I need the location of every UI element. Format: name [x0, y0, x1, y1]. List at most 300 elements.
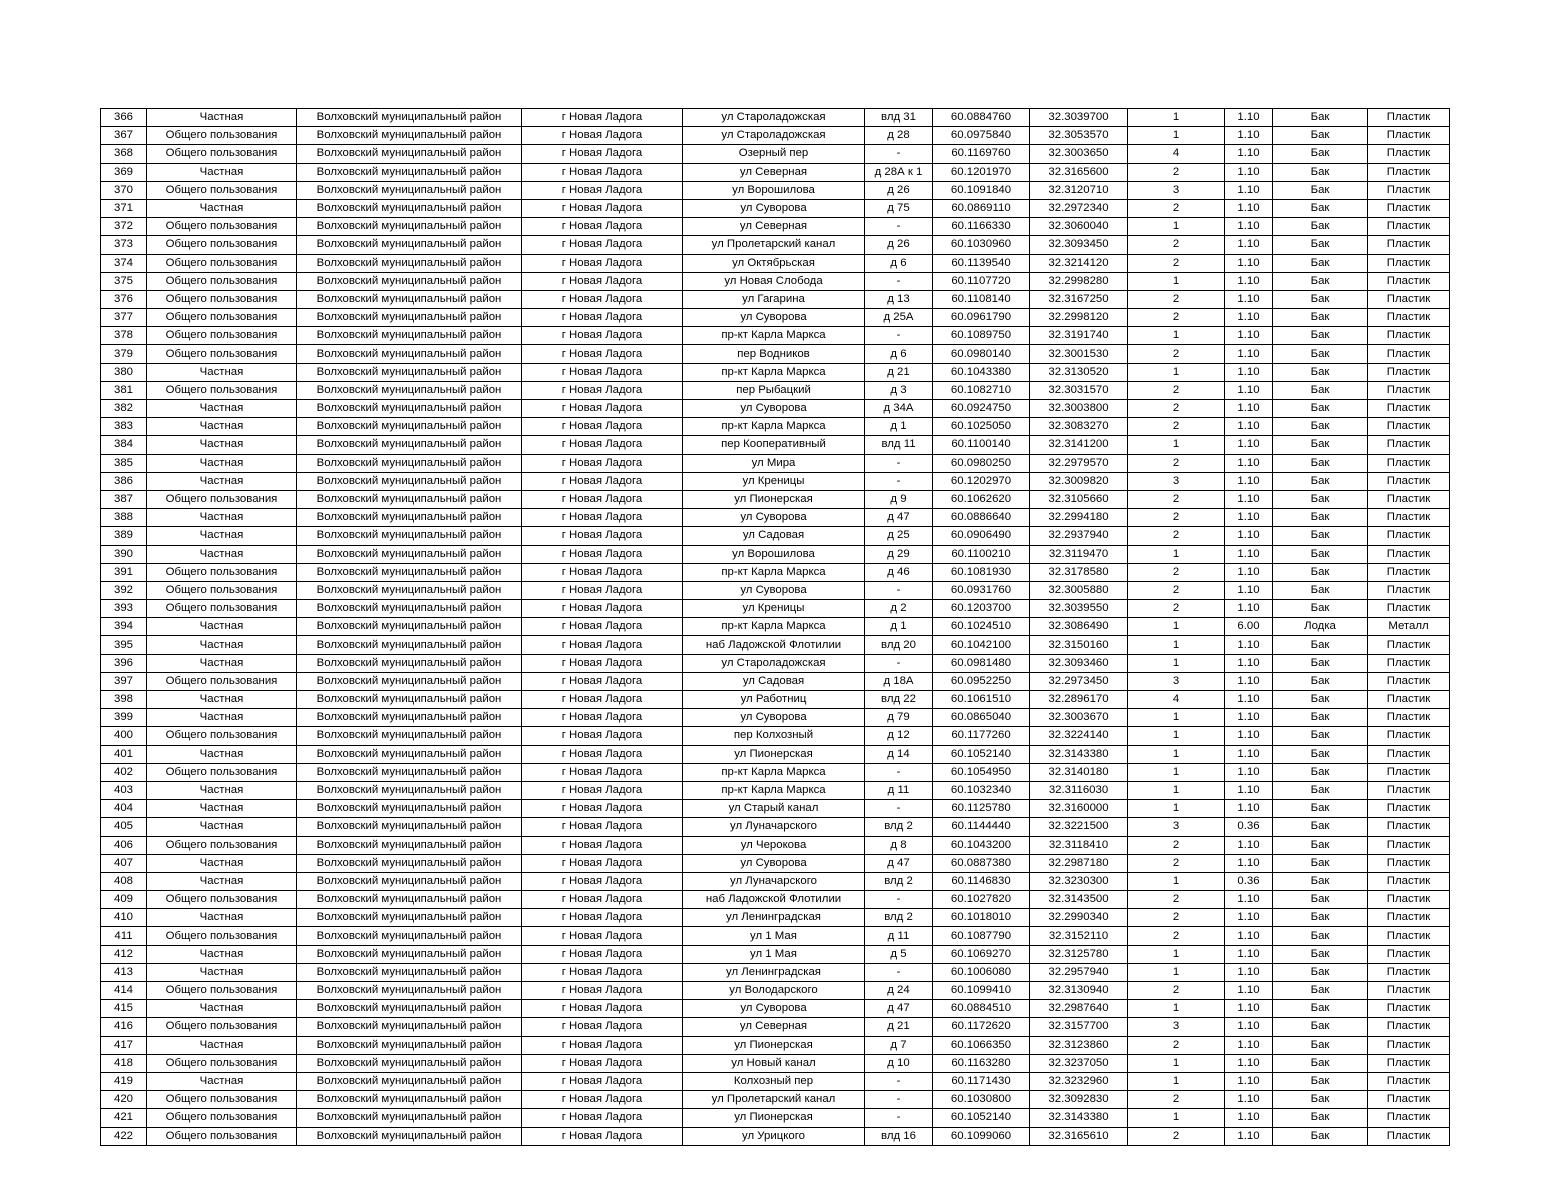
cell-settlement: г Новая Ладога: [522, 982, 683, 1000]
cell-longitude: 32.3165610: [1030, 1127, 1128, 1145]
cell-ownership-type: Общего пользования: [147, 672, 297, 690]
cell-container-type: Бак: [1273, 327, 1368, 345]
table-row: [101, 691, 1450, 709]
cell-ownership-type: Общего пользования: [147, 327, 297, 345]
cell-municipal-district: Волховский муниципальный район: [297, 363, 522, 381]
cell-container-volume: 1.10: [1225, 581, 1273, 599]
cell-row-number: 368: [101, 145, 147, 163]
cell-row-number: 380: [101, 363, 147, 381]
cell-container-count: 2: [1128, 854, 1225, 872]
table-row: [101, 709, 1450, 727]
cell-ownership-type: Частная: [147, 618, 297, 636]
cell-building-number: -: [865, 454, 933, 472]
cell-container-volume: 1.10: [1225, 272, 1273, 290]
cell-municipal-district: Волховский муниципальный район: [297, 800, 522, 818]
cell-latitude: 60.1025050: [933, 418, 1030, 436]
cell-settlement: г Новая Ладога: [522, 600, 683, 618]
cell-street: ул Октябрьская: [683, 254, 865, 272]
cell-container-volume: 0.36: [1225, 872, 1273, 890]
cell-container-type: Бак: [1273, 581, 1368, 599]
cell-street: ул Садовая: [683, 527, 865, 545]
cell-street: ул Креницы: [683, 472, 865, 490]
cell-container-volume: 1.10: [1225, 1054, 1273, 1072]
cell-container-type: Бак: [1273, 109, 1368, 127]
cell-ownership-type: Общего пользования: [147, 891, 297, 909]
cell-municipal-district: Волховский муниципальный район: [297, 145, 522, 163]
cell-container-volume: 1.10: [1225, 745, 1273, 763]
table-row: [101, 127, 1450, 145]
cell-row-number: 393: [101, 600, 147, 618]
cell-container-material: Пластик: [1368, 563, 1450, 581]
cell-latitude: 60.1032340: [933, 781, 1030, 799]
cell-building-number: -: [865, 472, 933, 490]
cell-container-material: Пластик: [1368, 181, 1450, 199]
cell-container-material: Пластик: [1368, 345, 1450, 363]
cell-row-number: 388: [101, 509, 147, 527]
cell-ownership-type: Частная: [147, 1072, 297, 1090]
cell-ownership-type: Частная: [147, 109, 297, 127]
cell-longitude: 32.2896170: [1030, 691, 1128, 709]
cell-settlement: г Новая Ладога: [522, 800, 683, 818]
cell-street: пер Кооперативный: [683, 436, 865, 454]
cell-row-number: 375: [101, 272, 147, 290]
cell-longitude: 32.3116030: [1030, 781, 1128, 799]
cell-container-count: 1: [1128, 363, 1225, 381]
cell-settlement: г Новая Ладога: [522, 945, 683, 963]
cell-settlement: г Новая Ладога: [522, 1127, 683, 1145]
cell-container-volume: 1.10: [1225, 800, 1273, 818]
cell-container-count: 2: [1128, 509, 1225, 527]
cell-building-number: д 26: [865, 236, 933, 254]
cell-container-type: Бак: [1273, 199, 1368, 217]
cell-container-count: 1: [1128, 109, 1225, 127]
cell-container-type: Бак: [1273, 454, 1368, 472]
cell-container-material: Пластик: [1368, 327, 1450, 345]
cell-longitude: 32.3178580: [1030, 563, 1128, 581]
cell-latitude: 60.1100210: [933, 545, 1030, 563]
cell-row-number: 407: [101, 854, 147, 872]
cell-ownership-type: Частная: [147, 418, 297, 436]
cell-latitude: 60.1146830: [933, 872, 1030, 890]
cell-settlement: г Новая Ладога: [522, 454, 683, 472]
cell-building-number: д 8: [865, 836, 933, 854]
cell-container-type: Бак: [1273, 709, 1368, 727]
table-row: [101, 945, 1450, 963]
table-row: [101, 963, 1450, 981]
table-row: [101, 727, 1450, 745]
table-row: [101, 1091, 1450, 1109]
cell-municipal-district: Волховский муниципальный район: [297, 836, 522, 854]
cell-container-volume: 1.10: [1225, 254, 1273, 272]
cell-container-volume: 1.10: [1225, 600, 1273, 618]
table-row: [101, 654, 1450, 672]
cell-container-count: 1: [1128, 218, 1225, 236]
cell-longitude: 32.3039550: [1030, 600, 1128, 618]
cell-building-number: д 1: [865, 418, 933, 436]
cell-container-count: 4: [1128, 691, 1225, 709]
cell-settlement: г Новая Ладога: [522, 218, 683, 236]
cell-settlement: г Новая Ладога: [522, 763, 683, 781]
cell-container-volume: 1.10: [1225, 290, 1273, 308]
cell-building-number: д 28А к 1: [865, 163, 933, 181]
cell-container-count: 4: [1128, 145, 1225, 163]
cell-municipal-district: Волховский муниципальный район: [297, 945, 522, 963]
cell-street: ул Пионерская: [683, 490, 865, 508]
cell-street: ул Староладожская: [683, 109, 865, 127]
cell-longitude: 32.3141200: [1030, 436, 1128, 454]
cell-container-count: 2: [1128, 309, 1225, 327]
cell-ownership-type: Частная: [147, 781, 297, 799]
cell-settlement: г Новая Ладога: [522, 400, 683, 418]
cell-municipal-district: Волховский муниципальный район: [297, 109, 522, 127]
cell-container-type: Бак: [1273, 345, 1368, 363]
cell-container-type: Бак: [1273, 400, 1368, 418]
table-row: [101, 472, 1450, 490]
cell-container-count: 1: [1128, 127, 1225, 145]
cell-municipal-district: Волховский муниципальный район: [297, 1072, 522, 1090]
cell-longitude: 32.3167250: [1030, 290, 1128, 308]
cell-municipal-district: Волховский муниципальный район: [297, 709, 522, 727]
cell-container-type: Бак: [1273, 527, 1368, 545]
cell-latitude: 60.1144440: [933, 818, 1030, 836]
table-row: [101, 218, 1450, 236]
cell-container-count: 2: [1128, 254, 1225, 272]
cell-municipal-district: Волховский муниципальный район: [297, 199, 522, 217]
cell-row-number: 370: [101, 181, 147, 199]
cell-container-volume: 1.10: [1225, 854, 1273, 872]
cell-settlement: г Новая Ладога: [522, 199, 683, 217]
table-row: [101, 600, 1450, 618]
table-row: [101, 490, 1450, 508]
cell-row-number: 389: [101, 527, 147, 545]
cell-row-number: 377: [101, 309, 147, 327]
cell-container-type: Лодка: [1273, 618, 1368, 636]
cell-settlement: г Новая Ладога: [522, 563, 683, 581]
cell-container-volume: 1.10: [1225, 563, 1273, 581]
cell-settlement: г Новая Ладога: [522, 872, 683, 890]
cell-ownership-type: Частная: [147, 509, 297, 527]
cell-settlement: г Новая Ладога: [522, 236, 683, 254]
cell-ownership-type: Частная: [147, 436, 297, 454]
cell-container-type: Бак: [1273, 363, 1368, 381]
table-row: [101, 290, 1450, 308]
cell-settlement: г Новая Ладога: [522, 836, 683, 854]
cell-container-volume: 1.10: [1225, 472, 1273, 490]
cell-container-volume: 1.10: [1225, 127, 1273, 145]
cell-municipal-district: Волховский муниципальный район: [297, 327, 522, 345]
data-table: [100, 108, 1450, 1146]
cell-building-number: д 10: [865, 1054, 933, 1072]
cell-latitude: 60.0961790: [933, 309, 1030, 327]
cell-row-number: 409: [101, 891, 147, 909]
cell-latitude: 60.1006080: [933, 963, 1030, 981]
cell-street: ул Черокова: [683, 836, 865, 854]
cell-container-type: Бак: [1273, 763, 1368, 781]
cell-settlement: г Новая Ладога: [522, 927, 683, 945]
table-row: [101, 1072, 1450, 1090]
table-row: [101, 836, 1450, 854]
cell-street: ул Работниц: [683, 691, 865, 709]
cell-container-type: Бак: [1273, 1018, 1368, 1036]
cell-container-material: Пластик: [1368, 1036, 1450, 1054]
cell-latitude: 60.1108140: [933, 290, 1030, 308]
cell-container-count: 2: [1128, 927, 1225, 945]
cell-longitude: 32.3143380: [1030, 745, 1128, 763]
cell-container-count: 1: [1128, 872, 1225, 890]
cell-longitude: 32.3009820: [1030, 472, 1128, 490]
cell-building-number: -: [865, 1072, 933, 1090]
cell-settlement: г Новая Ладога: [522, 709, 683, 727]
cell-building-number: д 46: [865, 563, 933, 581]
cell-ownership-type: Частная: [147, 199, 297, 217]
cell-container-volume: 1.10: [1225, 1036, 1273, 1054]
cell-container-material: Пластик: [1368, 1000, 1450, 1018]
cell-settlement: г Новая Ладога: [522, 1000, 683, 1018]
cell-container-volume: 6.00: [1225, 618, 1273, 636]
cell-longitude: 32.3086490: [1030, 618, 1128, 636]
cell-ownership-type: Частная: [147, 527, 297, 545]
cell-settlement: г Новая Ладога: [522, 1018, 683, 1036]
cell-street: ул Староладожская: [683, 654, 865, 672]
cell-container-material: Пластик: [1368, 691, 1450, 709]
cell-ownership-type: Частная: [147, 909, 297, 927]
cell-settlement: г Новая Ладога: [522, 181, 683, 199]
cell-street: пер Колхозный: [683, 727, 865, 745]
cell-settlement: г Новая Ладога: [522, 1054, 683, 1072]
cell-ownership-type: Общего пользования: [147, 982, 297, 1000]
cell-longitude: 32.3143380: [1030, 1109, 1128, 1127]
cell-ownership-type: Общего пользования: [147, 600, 297, 618]
cell-building-number: д 6: [865, 345, 933, 363]
cell-latitude: 60.1100140: [933, 436, 1030, 454]
cell-longitude: 32.3214120: [1030, 254, 1128, 272]
cell-container-type: Бак: [1273, 854, 1368, 872]
cell-municipal-district: Волховский муниципальный район: [297, 163, 522, 181]
cell-container-material: Пластик: [1368, 509, 1450, 527]
cell-row-number: 381: [101, 381, 147, 399]
cell-container-type: Бак: [1273, 163, 1368, 181]
table-row: [101, 1109, 1450, 1127]
cell-longitude: 32.2998280: [1030, 272, 1128, 290]
cell-street: ул Суворова: [683, 509, 865, 527]
cell-building-number: д 21: [865, 363, 933, 381]
cell-container-count: 2: [1128, 581, 1225, 599]
cell-street: пер Водников: [683, 345, 865, 363]
cell-container-volume: 1.10: [1225, 109, 1273, 127]
table-row: [101, 509, 1450, 527]
cell-container-volume: 1.10: [1225, 836, 1273, 854]
cell-longitude: 32.2937940: [1030, 527, 1128, 545]
cell-container-count: 1: [1128, 963, 1225, 981]
cell-row-number: 401: [101, 745, 147, 763]
cell-settlement: г Новая Ладога: [522, 745, 683, 763]
cell-container-count: 1: [1128, 1054, 1225, 1072]
cell-container-volume: 1.10: [1225, 1091, 1273, 1109]
cell-street: ул Ворошилова: [683, 545, 865, 563]
cell-container-material: Пластик: [1368, 709, 1450, 727]
cell-settlement: г Новая Ладога: [522, 472, 683, 490]
cell-latitude: 60.1042100: [933, 636, 1030, 654]
cell-longitude: 32.3150160: [1030, 636, 1128, 654]
cell-ownership-type: Общего пользования: [147, 381, 297, 399]
cell-container-material: Пластик: [1368, 109, 1450, 127]
cell-container-material: Пластик: [1368, 909, 1450, 927]
cell-latitude: 60.1069270: [933, 945, 1030, 963]
cell-settlement: г Новая Ладога: [522, 436, 683, 454]
cell-settlement: г Новая Ладога: [522, 691, 683, 709]
cell-settlement: г Новая Ладога: [522, 781, 683, 799]
cell-latitude: 60.1171430: [933, 1072, 1030, 1090]
cell-street: ул Мира: [683, 454, 865, 472]
cell-container-material: Пластик: [1368, 254, 1450, 272]
table-row: [101, 854, 1450, 872]
cell-latitude: 60.1202970: [933, 472, 1030, 490]
cell-ownership-type: Частная: [147, 872, 297, 890]
cell-container-type: Бак: [1273, 781, 1368, 799]
cell-street: ул Северная: [683, 218, 865, 236]
cell-ownership-type: Общего пользования: [147, 290, 297, 308]
cell-street: пр-кт Карла Маркса: [683, 763, 865, 781]
cell-container-type: Бак: [1273, 1072, 1368, 1090]
cell-container-count: 2: [1128, 982, 1225, 1000]
cell-municipal-district: Волховский муниципальный район: [297, 854, 522, 872]
cell-container-type: Бак: [1273, 490, 1368, 508]
cell-municipal-district: Волховский муниципальный район: [297, 381, 522, 399]
cell-ownership-type: Частная: [147, 709, 297, 727]
cell-ownership-type: Частная: [147, 400, 297, 418]
cell-ownership-type: Частная: [147, 691, 297, 709]
cell-container-count: 2: [1128, 163, 1225, 181]
cell-container-type: Бак: [1273, 381, 1368, 399]
cell-container-type: Бак: [1273, 727, 1368, 745]
cell-municipal-district: Волховский муниципальный район: [297, 563, 522, 581]
cell-street: ул Новая Слобода: [683, 272, 865, 290]
cell-container-volume: 1.10: [1225, 654, 1273, 672]
cell-longitude: 32.3003670: [1030, 709, 1128, 727]
cell-longitude: 32.3005880: [1030, 581, 1128, 599]
cell-container-type: Бак: [1273, 290, 1368, 308]
cell-container-count: 2: [1128, 381, 1225, 399]
cell-container-type: Бак: [1273, 1036, 1368, 1054]
cell-container-material: Пластик: [1368, 963, 1450, 981]
cell-longitude: 32.3143500: [1030, 891, 1128, 909]
cell-longitude: 32.3221500: [1030, 818, 1128, 836]
cell-container-material: Пластик: [1368, 127, 1450, 145]
cell-longitude: 32.3237050: [1030, 1054, 1128, 1072]
table-row: [101, 181, 1450, 199]
cell-latitude: 60.0886640: [933, 509, 1030, 527]
cell-longitude: 32.3003650: [1030, 145, 1128, 163]
cell-ownership-type: Частная: [147, 945, 297, 963]
cell-latitude: 60.1062620: [933, 490, 1030, 508]
cell-row-number: 414: [101, 982, 147, 1000]
cell-ownership-type: Частная: [147, 454, 297, 472]
cell-street: ул Пионерская: [683, 745, 865, 763]
cell-settlement: г Новая Ладога: [522, 818, 683, 836]
cell-municipal-district: Волховский муниципальный район: [297, 963, 522, 981]
cell-container-type: Бак: [1273, 691, 1368, 709]
cell-container-material: Пластик: [1368, 600, 1450, 618]
cell-container-material: Пластик: [1368, 781, 1450, 799]
cell-settlement: г Новая Ладога: [522, 145, 683, 163]
cell-settlement: г Новая Ладога: [522, 509, 683, 527]
cell-row-number: 385: [101, 454, 147, 472]
cell-container-material: Пластик: [1368, 982, 1450, 1000]
cell-settlement: г Новая Ладога: [522, 654, 683, 672]
cell-building-number: влд 2: [865, 872, 933, 890]
cell-street: ул Креницы: [683, 600, 865, 618]
cell-container-count: 1: [1128, 1072, 1225, 1090]
cell-building-number: -: [865, 272, 933, 290]
cell-container-material: Пластик: [1368, 218, 1450, 236]
cell-container-volume: 1.10: [1225, 672, 1273, 690]
cell-longitude: 32.3105660: [1030, 490, 1128, 508]
cell-container-type: Бак: [1273, 181, 1368, 199]
cell-street: ул Пионерская: [683, 1036, 865, 1054]
cell-container-type: Бак: [1273, 436, 1368, 454]
cell-longitude: 32.2990340: [1030, 909, 1128, 927]
cell-street: пр-кт Карла Маркса: [683, 327, 865, 345]
cell-settlement: г Новая Ладога: [522, 581, 683, 599]
cell-municipal-district: Волховский муниципальный район: [297, 581, 522, 599]
table-row: [101, 400, 1450, 418]
cell-building-number: д 18А: [865, 672, 933, 690]
table-row: [101, 309, 1450, 327]
cell-latitude: 60.1099060: [933, 1127, 1030, 1145]
cell-ownership-type: Общего пользования: [147, 309, 297, 327]
cell-container-type: Бак: [1273, 1054, 1368, 1072]
cell-container-type: Бак: [1273, 563, 1368, 581]
table-row: [101, 672, 1450, 690]
cell-container-material: Пластик: [1368, 1091, 1450, 1109]
cell-container-volume: 1.10: [1225, 1018, 1273, 1036]
cell-ownership-type: Частная: [147, 654, 297, 672]
table-row: [101, 927, 1450, 945]
cell-longitude: 32.3092830: [1030, 1091, 1128, 1109]
cell-longitude: 32.3003800: [1030, 400, 1128, 418]
cell-container-volume: 1.10: [1225, 218, 1273, 236]
cell-container-count: 1: [1128, 327, 1225, 345]
cell-container-volume: 1.10: [1225, 163, 1273, 181]
cell-building-number: влд 22: [865, 691, 933, 709]
cell-settlement: г Новая Ладога: [522, 891, 683, 909]
cell-settlement: г Новая Ладога: [522, 1072, 683, 1090]
cell-building-number: влд 16: [865, 1127, 933, 1145]
cell-building-number: д 1: [865, 618, 933, 636]
cell-container-volume: 1.10: [1225, 763, 1273, 781]
cell-container-count: 2: [1128, 1036, 1225, 1054]
cell-latitude: 60.1201970: [933, 163, 1030, 181]
table-row: [101, 272, 1450, 290]
cell-container-type: Бак: [1273, 1091, 1368, 1109]
cell-row-number: 392: [101, 581, 147, 599]
cell-latitude: 60.0869110: [933, 199, 1030, 217]
cell-container-count: 1: [1128, 545, 1225, 563]
table-row: [101, 199, 1450, 217]
cell-street: пр-кт Карла Маркса: [683, 418, 865, 436]
cell-container-material: Пластик: [1368, 527, 1450, 545]
cell-municipal-district: Волховский муниципальный район: [297, 181, 522, 199]
cell-ownership-type: Общего пользования: [147, 272, 297, 290]
cell-longitude: 32.3125780: [1030, 945, 1128, 963]
table-row: [101, 891, 1450, 909]
cell-container-count: 2: [1128, 490, 1225, 508]
cell-container-material: Металл: [1368, 618, 1450, 636]
cell-street: ул Суворова: [683, 1000, 865, 1018]
cell-container-material: Пластик: [1368, 727, 1450, 745]
cell-latitude: 60.1089750: [933, 327, 1030, 345]
cell-ownership-type: Частная: [147, 800, 297, 818]
